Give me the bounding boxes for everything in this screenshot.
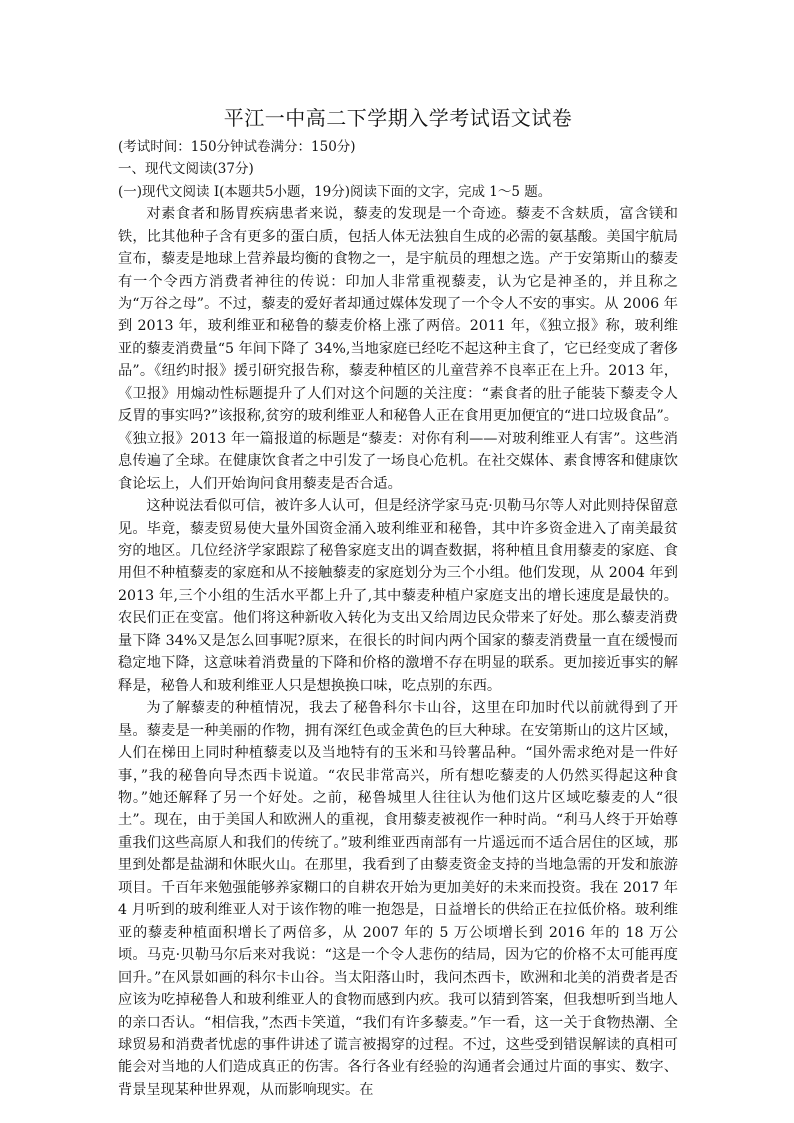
section-heading: 一、现代文阅读(37分) (118, 161, 254, 178)
passage-paragraph-1: 对素食者和肠胃疾病患者来说，藜麦的发现是一个奇迹。藜麦不含麸质，富含镁和铁，比其他种子含有更多的蛋白质，包括人体无法独自生成的必需的氨基酸。美国宇航局宣布，藜麦是地球上营养最均衡的食物之一，是宇航员的理想之选。产于安第斯山的藜麦有一个令西方消费者神往的传说：印加人非常重视藜麦，认为它是神圣的，并且称之为“万谷之母”。不过，藜麦的爱好者却通过媒体发现了一个令人不安的事实。从 2006 年到 2013 年，玻利维亚和秘鲁的藜麦价格上涨了两倍。2011 年，《独立报》称，玻利维亚的藜麦消费量“5 年间下降了 34%,当地家庭已经吃不起这种主食了，它已经变成了奢侈品”。《纽约时报》援引研究报告称，藜麦种植区的儿童营养不良率正在上升。2013 年，《卫报》用煽动性标题提升了人们对这个问题的关注度：“素食者的肚子能装下藜麦令人反胃的事实吗?”该报称,贫穷的玻利维亚人和秘鲁人正在食用更加便宜的“进口垃圾食品”。《独立报》2013 年一篇报道的标题是“藜麦：对你有利——对玻利维亚人有害”。这些消息传遍了全球。在健康饮食者之中引发了一场良心危机。在社交媒体、素食博客和健康饮食论坛上，人们开始询问食用藜麦是否合适。 (118, 206, 678, 492)
exam-page (118, 104, 678, 1101)
exam-title: 平江一中高二下学期入学考试语文试卷 (223, 106, 573, 130)
subsection-heading: (一)现代文阅读 I(本题共5小题，19分)阅读下面的文字，完成 1～5 题。 (118, 183, 552, 200)
passage-paragraph-2: 这种说法看似可信，被许多人认可，但是经济学家马克·贝勒马尔等人对此则持保留意见。毕竟，藜麦贸易使大量外国资金涌入玻利维亚和秘鲁，其中许多资金进入了南美最贫穷的地区。几位经济学家跟踪了秘鲁家庭支出的调查数据，将种植且食用藜麦的家庭、食用但不种植藜麦的家庭和从不接触藜麦的家庭划分为三个小组。他们发现，从 2004 年到 2013 年,三个小组的生活水平都上升了,其中藜麦种植户家庭支出的增长速度是最快的。农民们正在变富。他们将这种新收入转化为支出又给周边民众带来了好处。那么藜麦消费量下降 34%又是怎么回事呢?原来，在很长的时间内两个国家的藜麦消费量一直在缓慢而稳定地下降，这意味着消费量的下降和价格的激增不存在明显的联系。更加接近事实的解释是，秘鲁人和玻利维亚人只是想换换口味，吃点别的东西。 (118, 498, 678, 694)
passage-paragraph-3: 为了解藜麦的种植情况，我去了秘鲁科尔卡山谷，这里在印加时代以前就得到了开垦。藜麦是一种美丽的作物，拥有深红色或金黄色的巨大种球。在安第斯山的这片区域，人们在梯田上同时种植藜麦以及当地特有的玉米和马铃薯品种。“国外需求绝对是一件好事，”我的秘鲁向导杰西卡说道。“农民非常高兴，所有想吃藜麦的人仍然买得起这种食物。”她还解释了另一个好处。之前，秘鲁城里人往往认为他们这片区域吃藜麦的人“很土”。现在，由于美国人和欧洲人的重视，食用藜麦被视作一种时尚。“利马人终于开始尊重我们这些高原人和我们的传统了。”玻利维亚西南部有一片遥远而不适合居住的区域，那里到处都是盐湖和休眠火山。在那里，我看到了由藜麦资金支持的当地急需的开发和旅游项目。千百年来勉强能够养家糊口的自耕农开始为更加美好的未来而投资。我在 2017 年 4 月听到的玻利维亚人对于该作物的唯一抱怨是，日益增长的供给正在拉低价格。玻利维亚的藜麦种植面积增长了两倍多，从 2007 年的 5 万公顷增长到 2016 年的 18 万公顷。马克·贝勒马尔后来对我说：“这是一个令人悲伤的结局，因为它的价格不太可能再度回升。”在风景如画的科尔卡山谷。当太阳落山时，我问杰西卡，欧洲和北美的消费者是否应该为吃掉秘鲁人和玻利维亚人的食物而感到内疚。我可以猜到答案，但我想听到当地人的亲口否认。“相信我，”杰西卡笑道，“我们有许多藜麦。”乍一看，这一关于食物热潮、全球贸易和消费者忧虑的事件讲述了谎言被揭穿的过程。不过，这些受到错误解读的真相可能会对当地的人们造成真正的伤害。各行各业有经验的沟通者会通过片面的事实、数字、背景呈现某种世界观，从而影响现实。在 (118, 700, 678, 1098)
exam-info: (考试时间：150分钟试卷满分：150分) (118, 139, 356, 155)
